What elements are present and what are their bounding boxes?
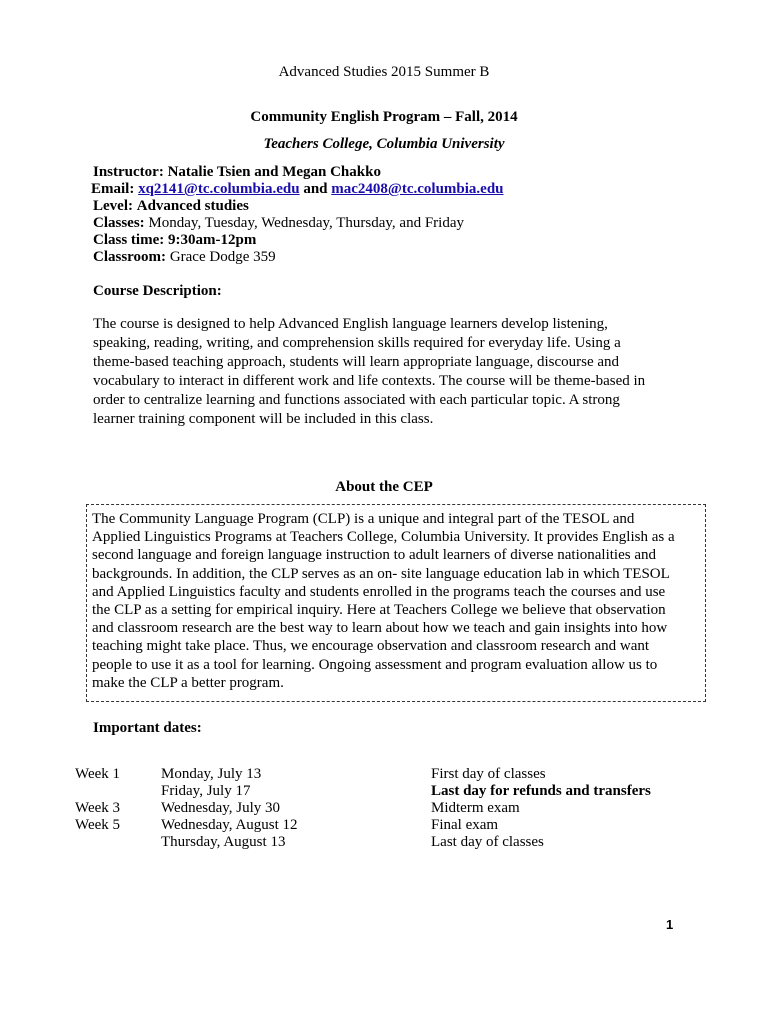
course-description-line: The course is designed to help Advanced English language learners develop listening,	[93, 316, 608, 332]
time-value: 9:30am-12pm	[168, 232, 257, 248]
classroom-value: Grace Dodge 359	[169, 249, 276, 265]
course-description-line: theme-based teaching approach, students will learn appropriate language, discourse and	[93, 354, 620, 370]
dates-date: Friday, July 17	[161, 783, 251, 799]
about-line: make the CLP a better program.	[92, 674, 284, 691]
email-line	[91, 181, 504, 198]
dates-date: Monday, July 13	[161, 766, 262, 782]
level-line	[93, 198, 249, 215]
about-text	[92, 510, 702, 692]
dates-date: Wednesday, July 30	[161, 800, 281, 816]
dates-week: Week 1	[75, 766, 121, 782]
instructor-line	[93, 164, 381, 181]
program-title: Community English Program – Fall, 2014	[250, 109, 518, 125]
time-label: Class time:	[93, 232, 165, 248]
dates-event: Midterm exam	[431, 800, 520, 816]
about-heading: About the CEP	[335, 479, 433, 495]
email-label: Email:	[91, 181, 135, 197]
institution-title: Teachers College, Columbia University	[263, 136, 505, 152]
dates-row	[0, 783, 768, 800]
dates-week: Week 3	[75, 800, 121, 816]
about-line: and Applied Linguistics faculty and students enrolled in the programs teach the courses and use	[92, 583, 666, 600]
page-number: 1	[666, 917, 674, 932]
instructor-value: Natalie Tsien and Megan Chakko	[167, 164, 381, 180]
dates-event: First day of classes	[431, 766, 546, 782]
classes-value: Monday, Tuesday, Wednesday, Thursday, and Friday	[148, 215, 464, 231]
course-description-line: speaking, reading, writing, and comprehension skills required for everyday life. Using a	[93, 335, 621, 351]
dates-event: Final exam	[431, 817, 499, 833]
dates-row	[0, 800, 768, 817]
time-line	[93, 232, 256, 249]
dates-date: Wednesday, August 12	[161, 817, 298, 833]
level-value: Advanced studies	[136, 198, 249, 214]
important-dates-heading: Important dates:	[93, 720, 202, 736]
dates-row	[0, 766, 768, 783]
level-label: Level:	[93, 198, 133, 214]
about-line: people to use it as a tool for learning. Ongoing assessment and program evaluation allow us to	[92, 656, 658, 673]
instructor-label: Instructor:	[93, 164, 164, 180]
course-description-line: learner training component will be included in this class.	[93, 411, 434, 427]
about-line: the CLP as a setting for empirical inquiry. Here at Teachers College we believe that observation	[92, 602, 666, 619]
about-line: Applied Linguistics Programs at Teachers College, Columbia University. It provides English as a	[92, 529, 675, 546]
classes-label: Classes:	[93, 215, 145, 231]
about-line: The Community Language Program (CLP) is a unique and integral part of the TESOL and	[92, 511, 635, 527]
course-description-line: vocabulary to interact in different work and life contexts. The course will be theme-based in	[93, 373, 646, 389]
dates-row	[0, 834, 768, 851]
dates-date: Thursday, August 13	[161, 834, 286, 850]
dates-week: Week 5	[75, 817, 121, 833]
about-line: and classroom research are the best way to learn about how we teach and gain insights into how	[92, 620, 668, 637]
email-link-1[interactable]: xq2141@tc.columbia.edu	[138, 181, 300, 197]
email-and: and	[303, 181, 328, 197]
about-line: teaching might take place. Thus, we encourage observation and classroom research and want	[92, 638, 650, 655]
classroom-line	[93, 249, 276, 266]
about-line: backgrounds. In addition, the CLP serves as an on- site language education lab in which TESOL	[92, 565, 670, 582]
running-header: Advanced Studies 2015 Summer B	[278, 64, 490, 80]
classroom-label: Classroom:	[93, 249, 167, 265]
email-link-2[interactable]: mac2408@tc.columbia.edu	[331, 181, 504, 197]
course-description-text	[93, 315, 673, 429]
course-description-heading: Course Description:	[93, 283, 222, 299]
dates-event: Last day of classes	[431, 834, 544, 850]
dates-event-refund-deadline: Last day for refunds and transfers	[431, 783, 651, 799]
course-description-line: order to centralize learning and functions associated with each particular topic. A strong	[93, 392, 620, 408]
classes-line	[93, 215, 464, 232]
dates-row	[0, 817, 768, 834]
about-line: second language and foreign language instruction to adult learners of diverse nationalities and	[92, 547, 656, 564]
